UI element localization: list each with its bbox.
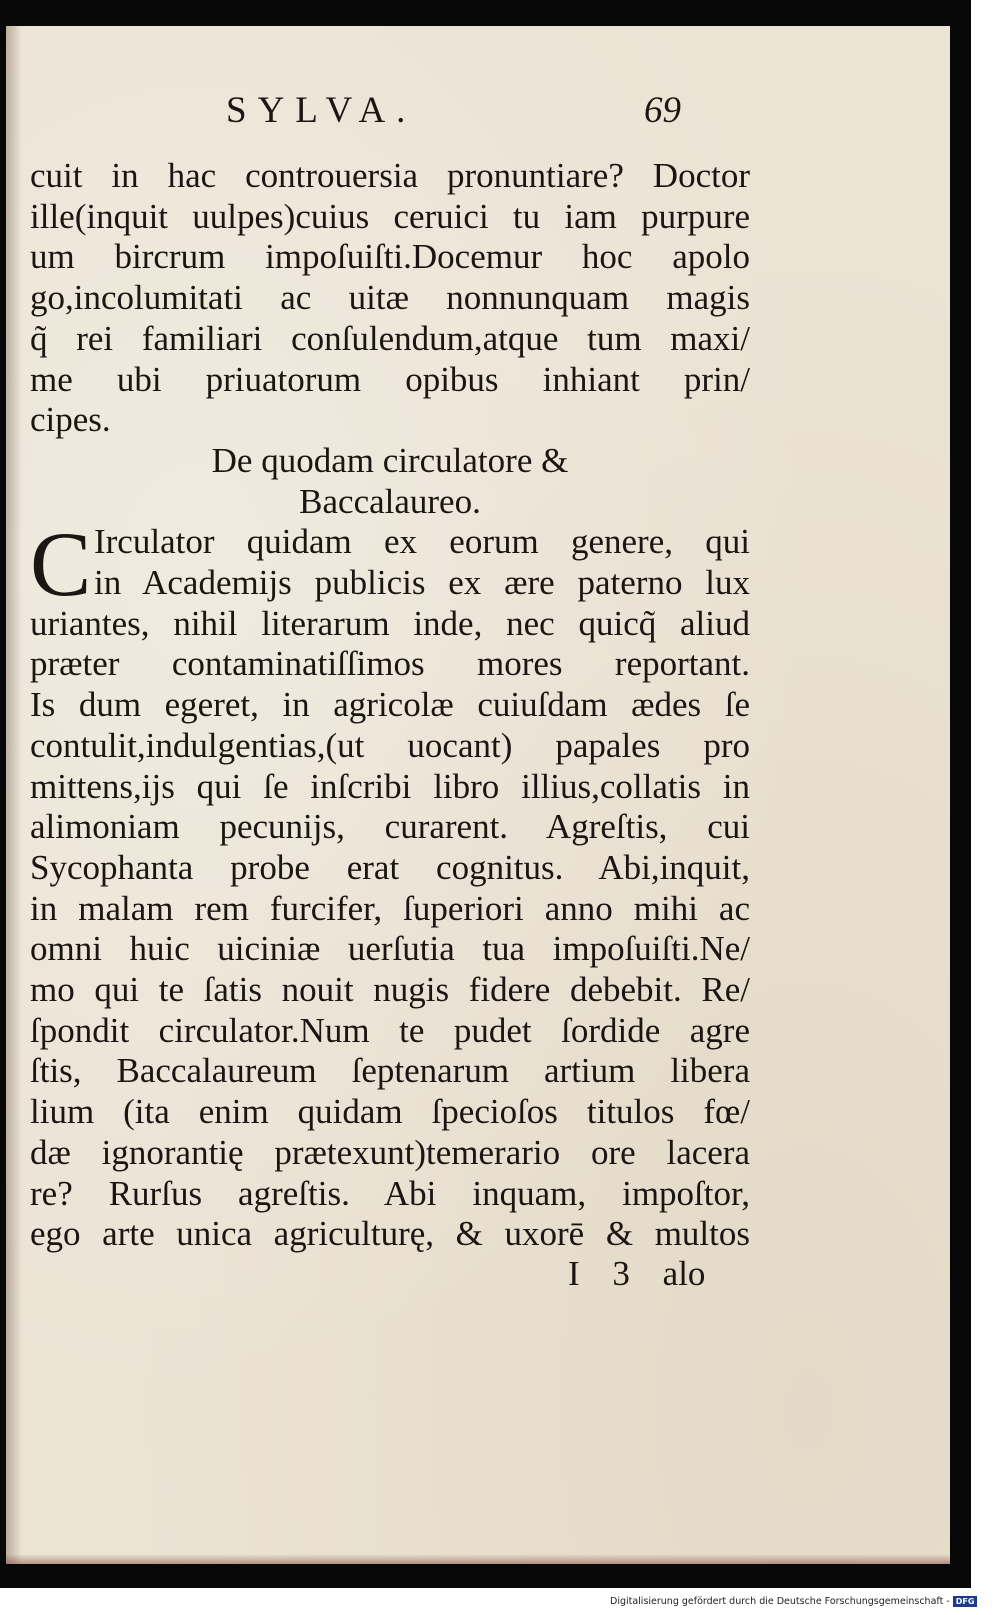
section-heading-line: De quodam circulatore & (211, 440, 569, 480)
text-line: ille(inquit uulpes)cuius ceruici tu iam purpure (30, 196, 750, 236)
text-line: contulit,indulgentias,(ut uocant) papales pro (30, 725, 750, 765)
drop-cap-initial: C (30, 513, 92, 616)
text-line: Irculator quidam ex eorum genere, qui (94, 522, 750, 562)
page-number: 69 (644, 90, 681, 131)
text-line: ego arte unica agriculturę, & uxorē & multos (30, 1214, 750, 1254)
text-line: in Academijs publicis ex ære paterno lux (94, 563, 750, 603)
text-line: dæ ignorantię prætexunt)temerario ore lacera (30, 1132, 750, 1172)
catchword-signature: I 3 alo (568, 1254, 706, 1293)
text-line: præter contaminatiſſimos mores reportant. (30, 644, 750, 684)
text-line: me ubi priuatorum opibus inhiant prin/ (30, 359, 750, 399)
text-block (30, 156, 750, 1255)
running-head: SYLVA. (226, 90, 417, 131)
section-heading-line: Baccalaureo. (299, 481, 481, 521)
text-line: uriantes, nihil literarum inde, nec quicq̃ aliud (30, 603, 750, 643)
text-line: alimoniam pecunijs, curarent. Agreſtis, cui (30, 807, 750, 847)
text-line: in malam rem furcifer, ſuperiori anno mihi ac (30, 888, 750, 928)
text-line: Sycophanta probe erat cognitus. Abi,inquit, (30, 847, 750, 887)
text-line: mittens,ijs qui ſe inſcribi libro illius,collatis in (30, 766, 750, 806)
text-line: lium (ita enim quidam ſpecioſos titulos fœ/ (30, 1092, 750, 1132)
page-header (6, 86, 950, 136)
page-bottom-edge (6, 1554, 950, 1564)
text-line: q̃ rei familiari conſulendum,atque tum maxi/ (30, 318, 750, 358)
book-page (6, 26, 950, 1564)
text-line: mo qui te ſatis nouit nugis fidere debebit. Re/ (30, 970, 750, 1010)
text-line: um bircrum impoſuiſti.Docemur hoc apolo (30, 237, 750, 277)
text-line: ſtis, Baccalaureum ſeptenarum artium libera (30, 1051, 750, 1091)
dfg-logo: DFG (953, 1596, 978, 1607)
text-line: ſpondit circulator.Num te pudet ſordide agre (30, 1010, 750, 1050)
gutter-shadow (6, 26, 22, 1564)
text-line: go,incolumitati ac uitæ nonnunquam magis (30, 278, 750, 318)
text-line: cipes. (30, 400, 111, 440)
text-line: omni huic uiciniæ uerſutia tua impoſuiſti.Ne/ (30, 929, 750, 969)
text-line: cuit in hac controuersia pronuntiare? Doctor (30, 156, 750, 195)
digitization-credit (610, 1596, 977, 1607)
text-line: re? Rurſus agreſtis. Abi inquam, impoſtor, (30, 1173, 750, 1213)
credit-text: Digitalisierung gefördert durch die Deutsche Forschungsgemeinschaft - (610, 1596, 950, 1607)
drop-cap-paragraph-start (30, 513, 750, 616)
text-line: Is dum egeret, in agricolæ cuiuſdam ædes ſe (30, 685, 750, 725)
